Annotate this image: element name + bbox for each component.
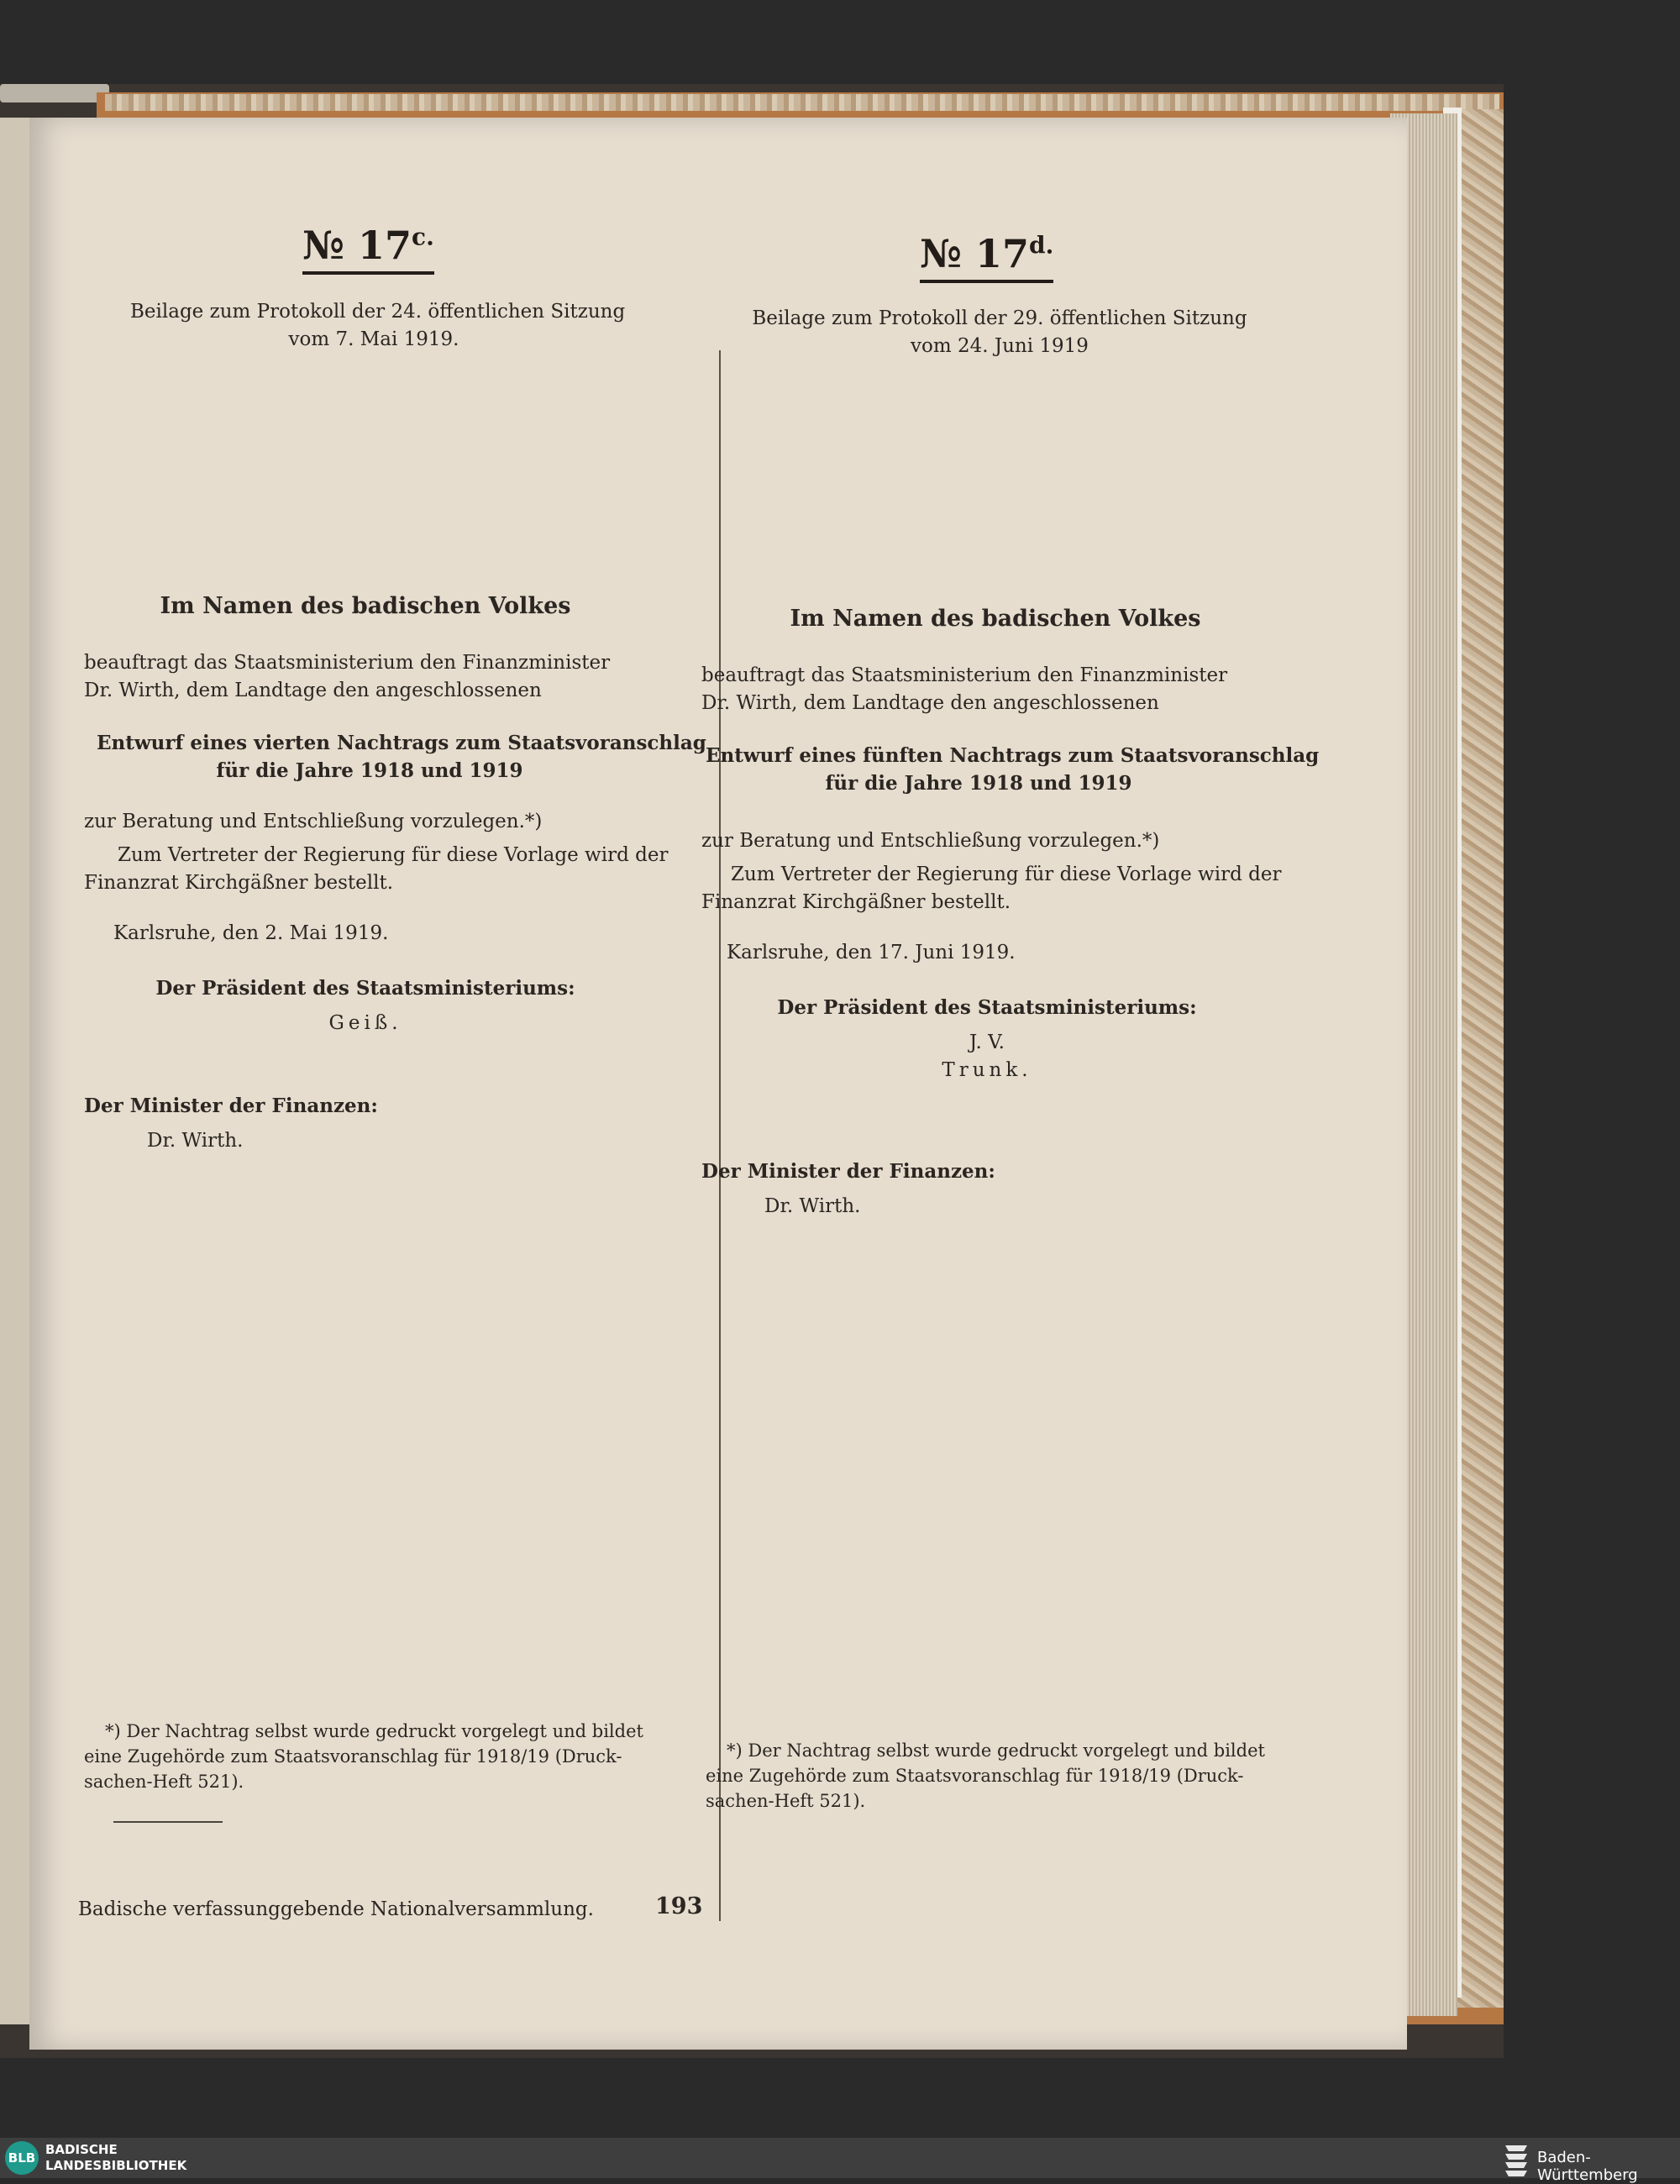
- library-name: [45, 2142, 186, 2174]
- president-title: Der Präsident des Staatsministeriums:: [777, 996, 1197, 1019]
- president-deputy: J. V.: [969, 1032, 1005, 1053]
- place-date: Karlsruhe, den 17. Juni 1919.: [727, 942, 1016, 963]
- body-text: Zum Vertreter der Regierung für diese Vorlage wird der: [118, 844, 669, 866]
- document-number-label: № 17: [302, 223, 412, 268]
- document-number-suffix: c.: [412, 223, 434, 251]
- library-name-line1: BADISCHE: [45, 2142, 118, 2157]
- president-signature: Trunk.: [942, 1059, 1032, 1081]
- minister-signature: Dr. Wirth.: [764, 1195, 861, 1217]
- draft-title-years: für die Jahre 1918 und 1919: [216, 759, 523, 782]
- supplement-date: vom 24. Juni 1919: [911, 335, 1089, 357]
- publication-name: Badische verfassunggebende Nationalversammlung.: [78, 1898, 594, 1920]
- footnote-text: sachen-Heft 521).: [84, 1772, 244, 1792]
- place-date: Karlsruhe, den 2. Mai 1919.: [113, 922, 389, 944]
- body-text: Zum Vertreter der Regierung für diese Vorlage wird der: [731, 864, 1282, 885]
- document-number-label: № 17: [920, 231, 1030, 276]
- body-text: Dr. Wirth, dem Landtage den angeschlossenen: [701, 692, 1159, 714]
- column-divider: [719, 350, 721, 1921]
- document-number-suffix: d.: [1029, 231, 1054, 260]
- scanned-page: [29, 118, 1407, 2050]
- minister-title: Der Minister der Finanzen:: [701, 1160, 995, 1183]
- supplement-line: Beilage zum Protokoll der 29. öffentlichen Sitzung: [752, 307, 1247, 329]
- blb-logo-icon: BLB: [5, 2141, 39, 2175]
- decree-heading: Im Namen des badischen Volkes: [160, 593, 571, 619]
- footnote-text: *) Der Nachtrag selbst wurde gedruckt vorgelegt und bildet: [727, 1740, 1265, 1761]
- footnote-rule: [113, 1821, 223, 1823]
- draft-title: Entwurf eines vierten Nachtrags zum Staatsvoranschlag: [97, 732, 706, 754]
- president-title: Der Präsident des Staatsministeriums:: [155, 977, 575, 1000]
- library-name-line2: LANDESBIBLIOTHEK: [45, 2158, 187, 2173]
- body-text: Finanzrat Kirchgäßner bestellt.: [84, 872, 394, 894]
- footnote-text: *) Der Nachtrag selbst wurde gedruckt vorgelegt und bildet: [105, 1721, 643, 1741]
- left-page-spine: [0, 84, 109, 102]
- page-number: 193: [655, 1893, 703, 1919]
- supplement-line: Beilage zum Protokoll der 24. öffentlichen Sitzung: [130, 301, 626, 323]
- body-text: zur Beratung und Entschließung vorzulegen.*): [84, 811, 543, 832]
- document-number-17d: [920, 231, 1053, 283]
- minister-signature: Dr. Wirth.: [147, 1130, 244, 1152]
- body-text: beauftragt das Staatsministerium den Finanzminister: [701, 664, 1228, 686]
- state-label: Baden-Württemberg: [1537, 2149, 1638, 2184]
- marbled-edge-top: [105, 94, 1499, 111]
- decree-heading: Im Namen des badischen Volkes: [790, 606, 1201, 632]
- president-signature: Geiß.: [328, 1012, 402, 1034]
- body-text: beauftragt das Staatsministerium den Finanzminister: [84, 652, 611, 674]
- minister-title: Der Minister der Finanzen:: [84, 1095, 378, 1117]
- supplement-date: vom 7. Mai 1919.: [288, 328, 459, 350]
- footnote-text: sachen-Heft 521).: [706, 1791, 866, 1811]
- body-text: Dr. Wirth, dem Landtage den angeschlossenen: [84, 680, 542, 701]
- document-number-17c: [302, 223, 434, 275]
- marbled-edge-right: [1457, 109, 1504, 2008]
- viewer-footer-bar: [0, 2138, 1680, 2184]
- draft-title: Entwurf eines fünften Nachtrags zum Staatsvoranschlag: [706, 744, 1320, 767]
- draft-title-years: für die Jahre 1918 und 1919: [825, 772, 1132, 795]
- footnote-text: eine Zugehörde zum Staatsvoranschlag für 1918/19 (Druck-: [706, 1766, 1244, 1786]
- footnote-text: eine Zugehörde zum Staatsvoranschlag für 1918/19 (Druck-: [84, 1746, 622, 1767]
- baden-wuerttemberg-lions-icon: [1504, 2143, 1529, 2173]
- body-text: zur Beratung und Entschließung vorzulegen.*): [701, 830, 1160, 852]
- body-text: Finanzrat Kirchgäßner bestellt.: [701, 891, 1011, 913]
